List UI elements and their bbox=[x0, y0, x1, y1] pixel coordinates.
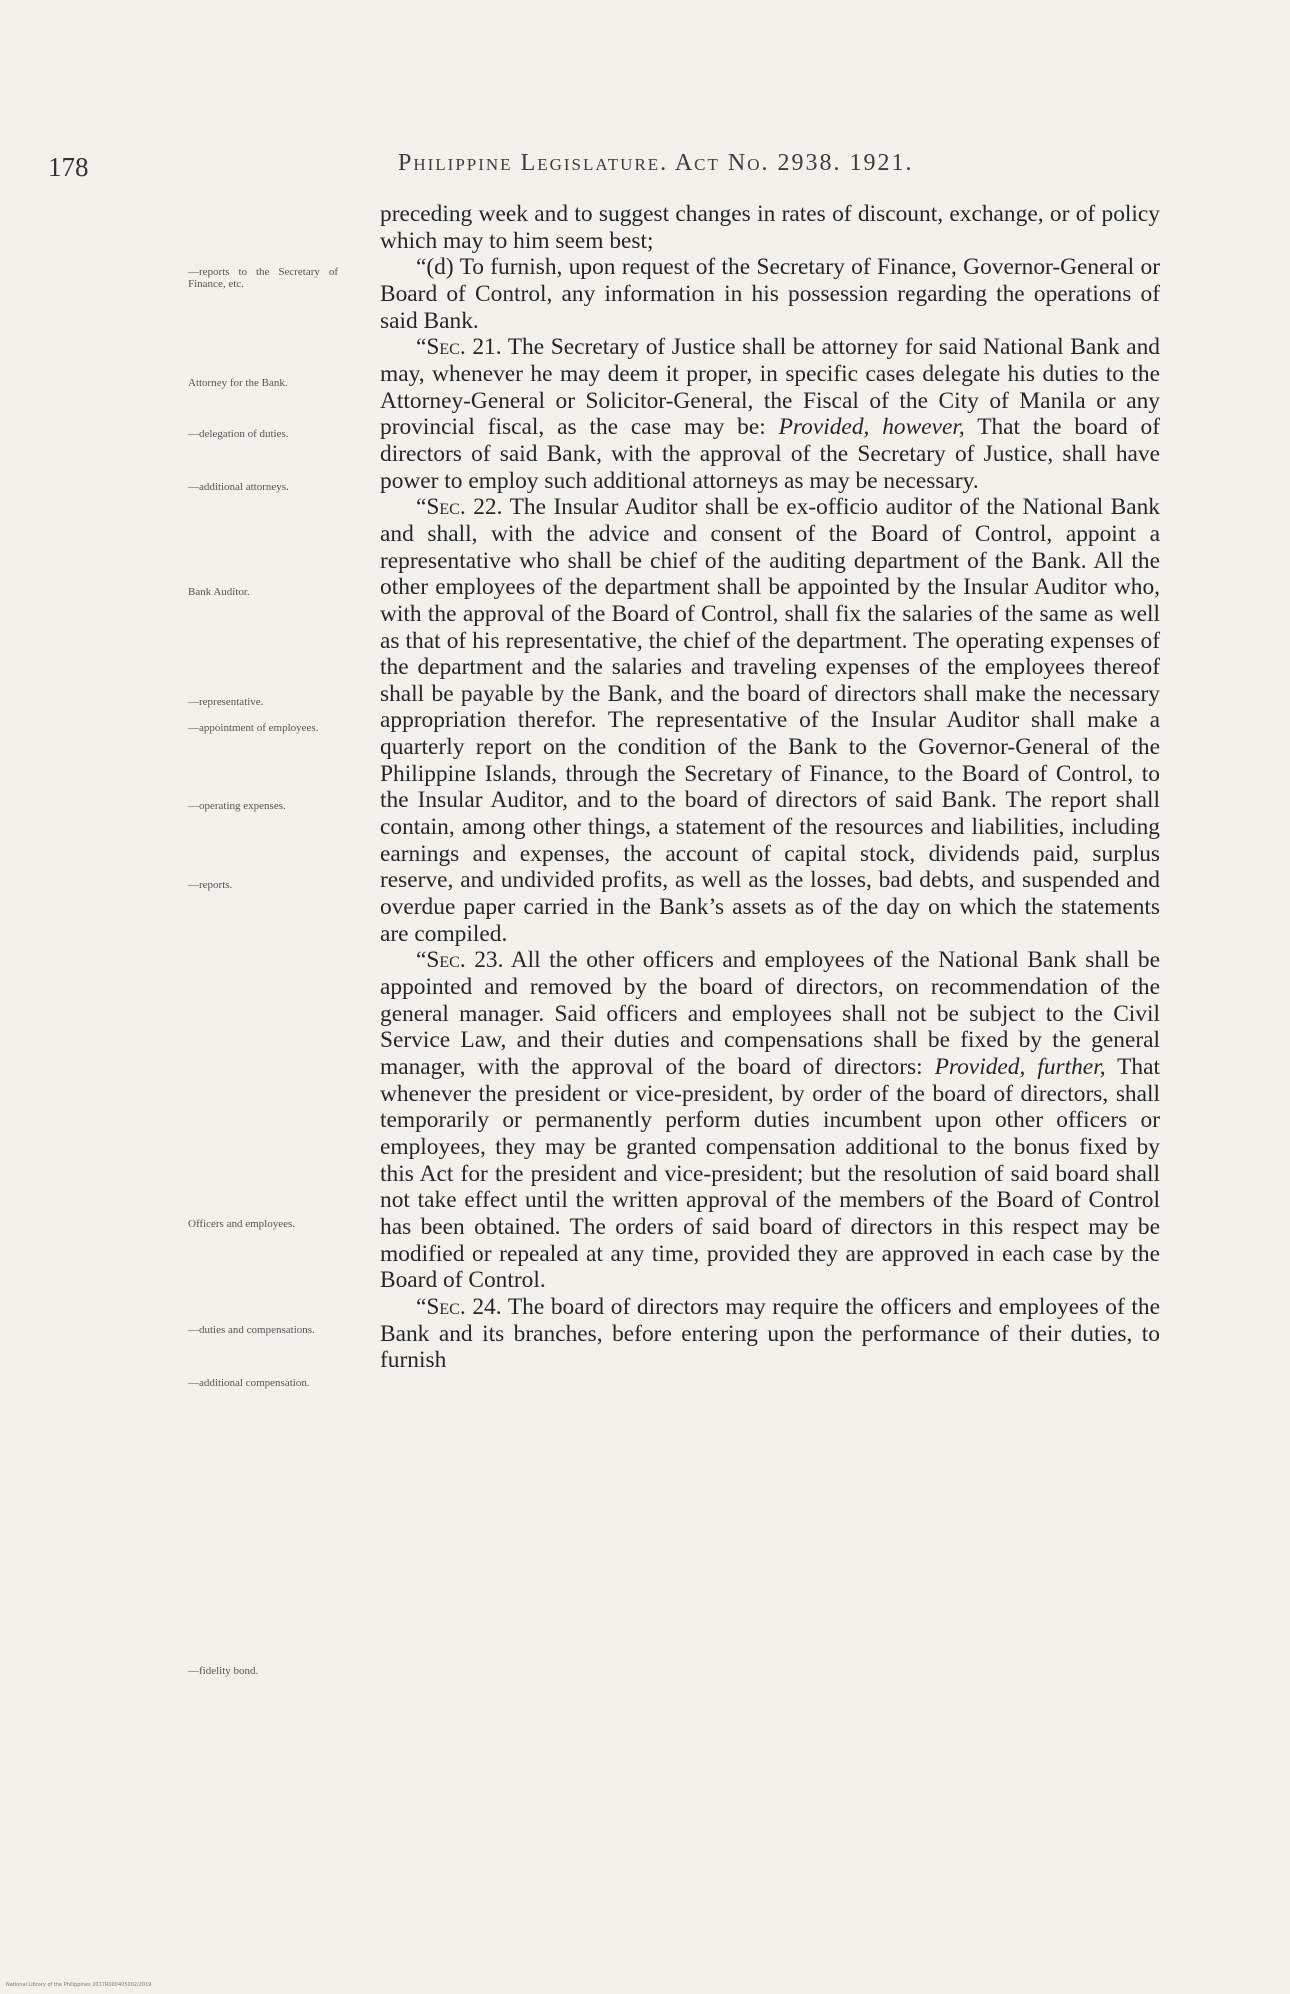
paragraph-sec-22 bbox=[380, 494, 1160, 947]
section-label: Sec. bbox=[426, 334, 466, 361]
quote-mark: “ bbox=[416, 494, 427, 521]
paragraph-sec-21 bbox=[380, 334, 1160, 494]
quote-mark: “ bbox=[416, 334, 427, 361]
sec-22-text: 22. The Insular Auditor shall be ex-officio auditor of the National Bank and shall, with the advice and consent of the Board of Control, appoint a representative who shall be chief of the auditing department of the Bank. All the other employees of the department shall be appointed by the Insular Auditor who, with the approval of the Board of Control, shall fix the salaries of the same as well as that of his representative, the chief of the department. The operating expenses of the department and the salaries and traveling expenses of the employees thereof shall be payable by the Bank, and the board of directors shall make the necessary appropriation therefor. The representative of the Insular Auditor shall make a quarterly report on the condition of the Bank to the Governor-General of the Philippine Islands, through the Secretary of Finance, to the Board of Control, to the Insular Auditor, and to the board of directors of said Bank. The report shall contain, among other things, a statement of the resources and liabilities, including earnings and expenses, the account of capital stock, dividends paid, surplus reserve, and undivided profits, as well as the losses, bad debts, and suspended and overdue paper carried in the Bank’s assets as of the day on which the statements are compiled. bbox=[380, 494, 1160, 947]
margin-note-bank-auditor: Bank Auditor. bbox=[188, 586, 250, 598]
paragraph-continuation: preceding week and to suggest changes in rates of discount, exchange, or of policy which may to him seem best; bbox=[380, 201, 1160, 254]
sec-21-text: 21. The Secretary of Justice shall be attorney for said National Bank and may, whenever he may deem it proper, in specific cases delegate his duties to the Attorney-General or Solicitor-General, the Fiscal of the City of Manila or any provincial fiscal, as the case may be: bbox=[380, 334, 1160, 441]
margin-note-fidelity-bond: —fidelity bond. bbox=[188, 1665, 259, 1677]
margin-note-reports-2: —reports. bbox=[188, 879, 233, 891]
margin-note-appointment: —appointment of employees. bbox=[188, 722, 319, 734]
margin-note-representative: —representative. bbox=[188, 696, 264, 708]
sec-21-text-end: That the board of directors of said Bank, with the approval of the Secretary of Justice, shall have power to employ such additional attorneys as may be necessary. bbox=[380, 414, 1161, 494]
paragraph-sec-24 bbox=[380, 1294, 1160, 1374]
sec-23-text: 23. All the other officers and employees of the National Bank shall be appointed and removed by the board of directors, on recommendation of the general manager. Said officers and employees shall not be subject to the Civil Service Law, and their duties and compensations shall be fixed by the general manager, with the approval of the board of directors: bbox=[380, 947, 1160, 1080]
quote-mark: “ bbox=[416, 947, 427, 974]
paragraph-subsection-d: “(d) To furnish, upon request of the Secretary of Finance, Governor-General or Board of Control, any information in his possession regarding the operations of said Bank. bbox=[380, 254, 1160, 334]
running-header: Philippine Legislature. Act No. 2938. 1921. bbox=[398, 150, 914, 176]
sec-24-text: 24. The board of directors may require the officers and employees of the Bank and its branches, before entering upon the performance of their duties, to furnish bbox=[380, 1293, 1160, 1374]
library-stamp: National Library of the Philippines 2017R000405002/2019 bbox=[6, 1982, 152, 1988]
margin-note-duties: —duties and compensations. bbox=[188, 1324, 315, 1336]
section-label: Sec. bbox=[426, 947, 466, 974]
margin-note-delegation: —delegation of duties. bbox=[188, 428, 289, 440]
quote-mark: “ bbox=[416, 1293, 427, 1320]
margin-note-additional-compensation: —additional compensation. bbox=[188, 1377, 310, 1389]
section-label: Sec. bbox=[426, 494, 466, 521]
margin-note-additional-attorneys: —additional attorneys. bbox=[188, 481, 289, 493]
margin-note-operating-expenses: —operating expenses. bbox=[188, 800, 286, 812]
sec-23-text-end: That whenever the president or vice-president, by order of the board of directors, shall temporarily or permanently perform duties incumbent upon other officers or employees, they may be granted compensation additional to the bonus fixed by this Act for the president and vice-president; but the resolution of said board shall not take effect until the written approval of the members of the Board of Control has been obtained. The orders of said board of directors in this respect may be modified or repealed at any time, provided they are approved in each case by the Board of Control. bbox=[380, 1054, 1160, 1294]
proviso: Provided, however, bbox=[778, 414, 965, 441]
body-text bbox=[380, 201, 1160, 1374]
proviso: Provided, further, bbox=[934, 1054, 1106, 1080]
page-number: 178 bbox=[48, 152, 89, 182]
margin-note-officers: Officers and employees. bbox=[188, 1218, 296, 1230]
section-label: Sec. bbox=[426, 1293, 466, 1320]
paragraph-sec-23 bbox=[380, 947, 1160, 1294]
margin-note-attorney: Attorney for the Bank. bbox=[188, 377, 288, 389]
margin-note-reports: —reports to the Secretary of Finance, etc. bbox=[188, 266, 338, 290]
